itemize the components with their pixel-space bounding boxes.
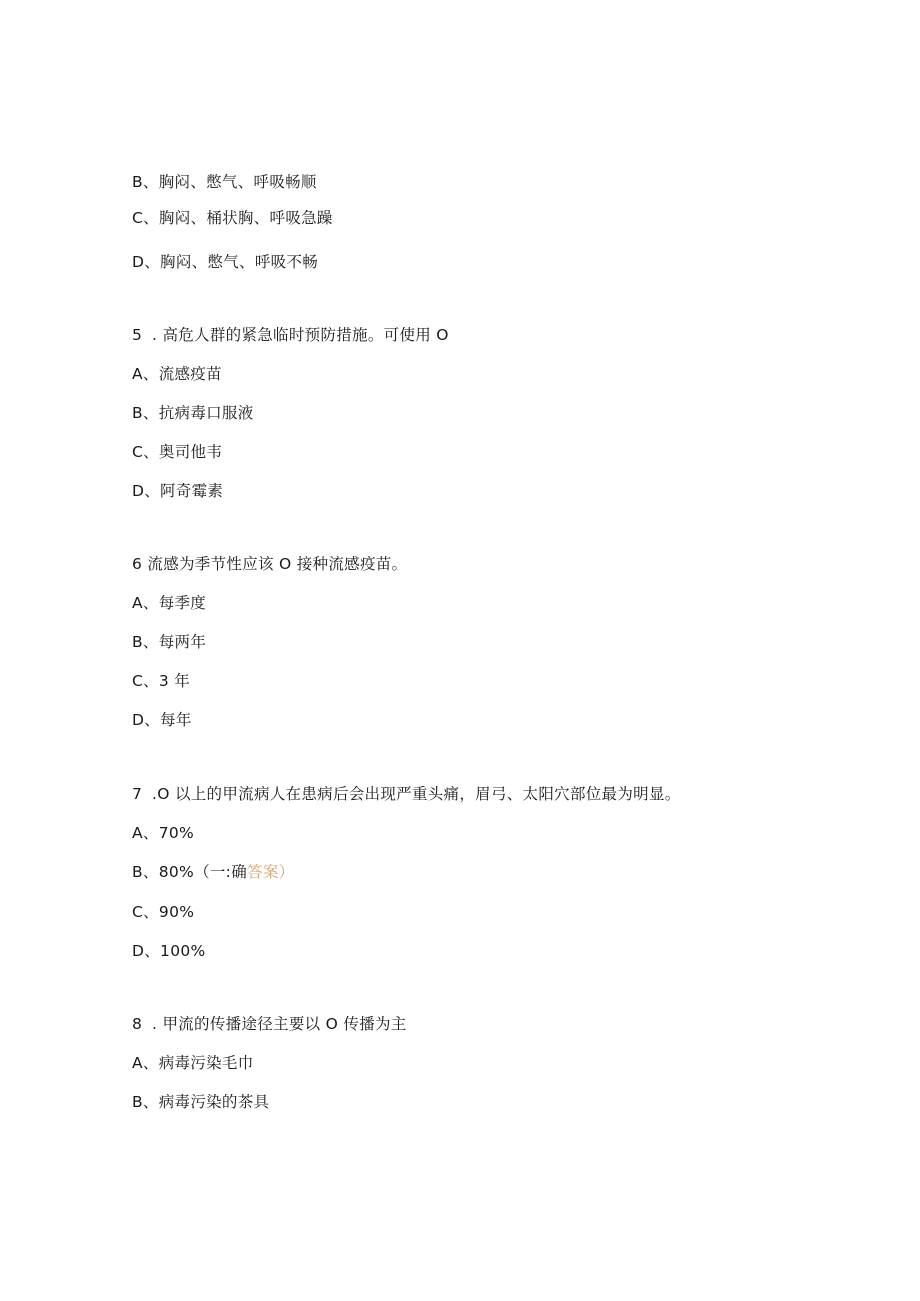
q6-option-d: D、每年 bbox=[132, 711, 192, 729]
q4-option-b: B、胸闷、憋气、呼吸畅顺 bbox=[132, 173, 317, 191]
q8-text: . 甲流的传播途径主要以 O 传播为主 bbox=[152, 1015, 407, 1033]
q7-option-c: C、90% bbox=[132, 903, 195, 921]
q6-option-b: B、每两年 bbox=[132, 633, 207, 651]
q4-option-c: C、胸闷、桶状胸、呼吸急躁 bbox=[132, 209, 333, 227]
q7-stem bbox=[132, 784, 681, 804]
q8-option-b: B、病毒污染的茶具 bbox=[132, 1093, 270, 1111]
q8-stem bbox=[132, 1014, 407, 1034]
q5-option-a: A、流感疫苗 bbox=[132, 365, 222, 383]
q5-stem bbox=[132, 325, 449, 345]
q7-option-b-text: B、80%（一:确 bbox=[132, 863, 248, 881]
q5-text: . 高危人群的紧急临时预防措施。可使用 O bbox=[152, 326, 449, 344]
q5-option-c: C、奥司他韦 bbox=[132, 443, 223, 461]
q5-option-b: B、抗病毒口服液 bbox=[132, 404, 254, 422]
q6-option-c: C、3 年 bbox=[132, 672, 191, 690]
q8-number: 8 bbox=[132, 1015, 143, 1033]
q4-option-d: D、胸闷、憋气、呼吸不畅 bbox=[132, 253, 319, 271]
q6-option-a: A、每季度 bbox=[132, 594, 207, 612]
q6-stem: 6 流感为季节性应该 O 接种流感疫苗。 bbox=[132, 555, 408, 573]
q7-option-b bbox=[132, 862, 294, 882]
q7-correct-answer-mark: 答案） bbox=[247, 863, 295, 881]
q7-number: 7 bbox=[132, 785, 143, 803]
q5-option-d: D、阿奇霉素 bbox=[132, 482, 224, 500]
q8-option-a: A、病毒污染毛巾 bbox=[132, 1054, 254, 1072]
q7-option-a: A、70% bbox=[132, 824, 195, 842]
q7-text: .O 以上的甲流病人在患病后会出现严重头痛，眉弓、太阳穴部位最为明显。 bbox=[152, 785, 681, 803]
q5-number: 5 bbox=[132, 326, 143, 344]
q7-option-d: D、100% bbox=[132, 942, 206, 960]
